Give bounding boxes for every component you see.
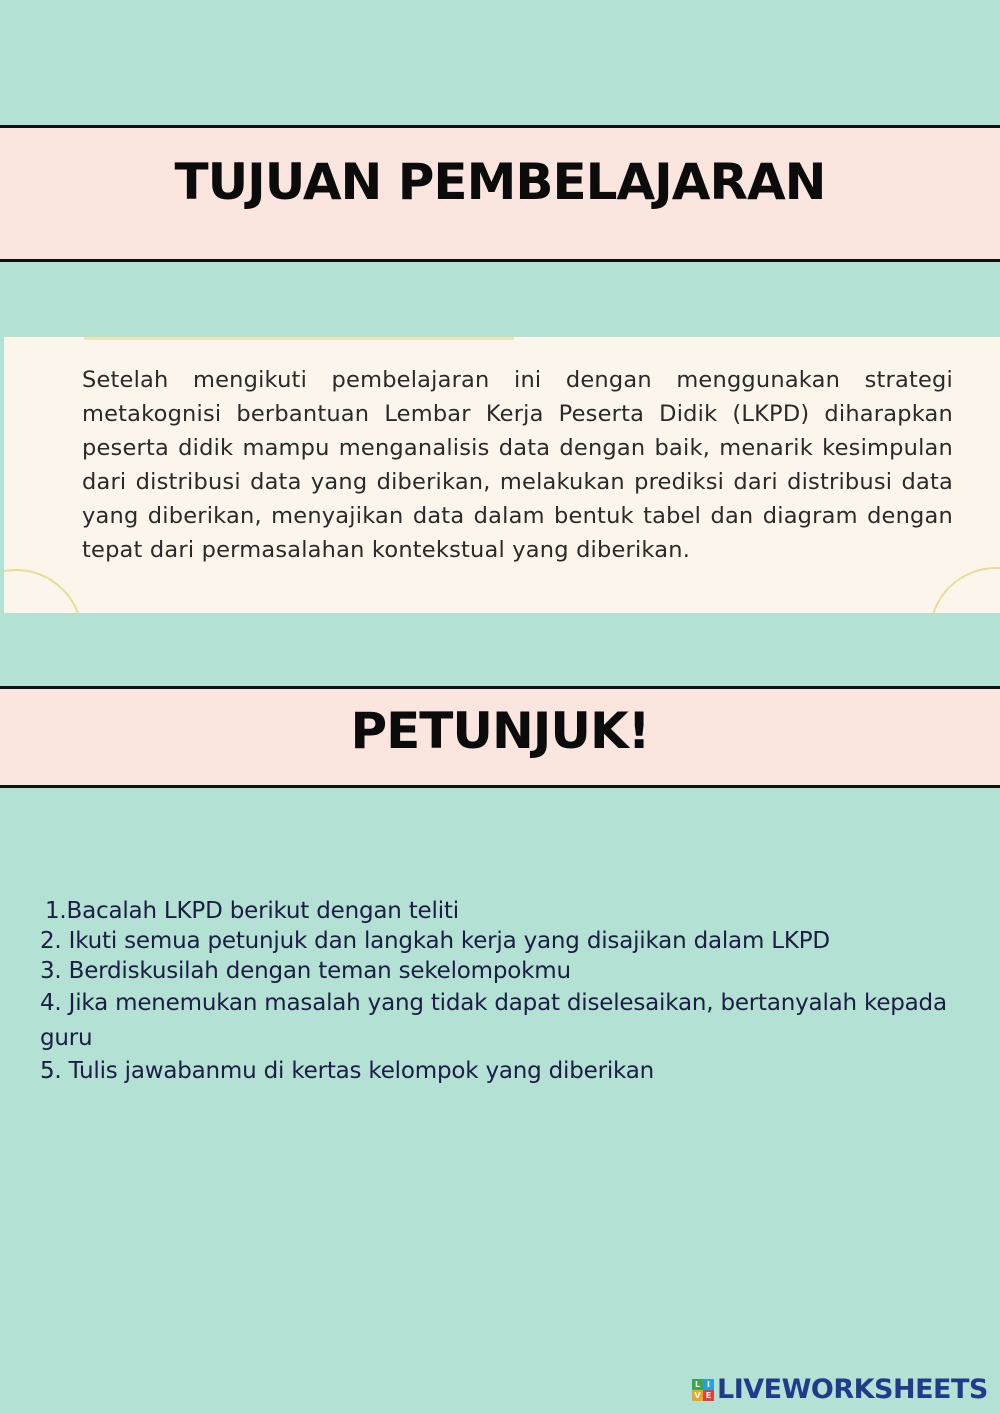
objectives-box [4, 337, 1000, 613]
brand-name: LIVEWORKSHEETS [717, 1374, 988, 1405]
objectives-heading: TUJUAN PEMBELAJARAN [174, 153, 826, 211]
liveworksheets-icon: L I V E [692, 1379, 714, 1401]
liveworksheets-logo[interactable] [692, 1374, 988, 1405]
objectives-paragraph: Setelah mengikuti pembelajaran ini dengan menggunakan strategi metakognisi berbantuan Lembar Kerja Peserta Didik (LKPD) diharapkan peserta didik mampu menganalisis data dengan baik, menarik kesimpulan dari distribusi data yang diberikan, melakukan prediksi dari distribusi data yang diberikan, menyajikan data dalam bentuk tabel dan diagram dengan tepat dari permasalahan kontekstual yang diberikan. [82, 367, 953, 563]
list-item: 5. Tulis jawabanmu di kertas kelompok yang diberikan [40, 1058, 655, 1084]
objectives-header-band [0, 125, 1000, 262]
instructions-heading: PETUNJUK! [350, 702, 650, 760]
decorative-circle-right [929, 567, 1000, 613]
list-item: 2. Ikuti semua petunjuk dan langkah kerja yang disajikan dalam LKPD [40, 928, 830, 954]
list-item: 1.Bacalah LKPD berikut dengan teliti [45, 898, 459, 924]
decorative-circle-left [4, 569, 83, 613]
decorative-line [84, 337, 514, 340]
list-item: 4. Jika menemukan masalah yang tidak dapat diselesaikan, bertanyalah kepada guru [40, 990, 947, 1051]
list-item: 3. Berdiskusilah dengan teman sekelompokmu [40, 958, 571, 984]
instructions-list [40, 896, 970, 1086]
instructions-header-band [0, 686, 1000, 788]
